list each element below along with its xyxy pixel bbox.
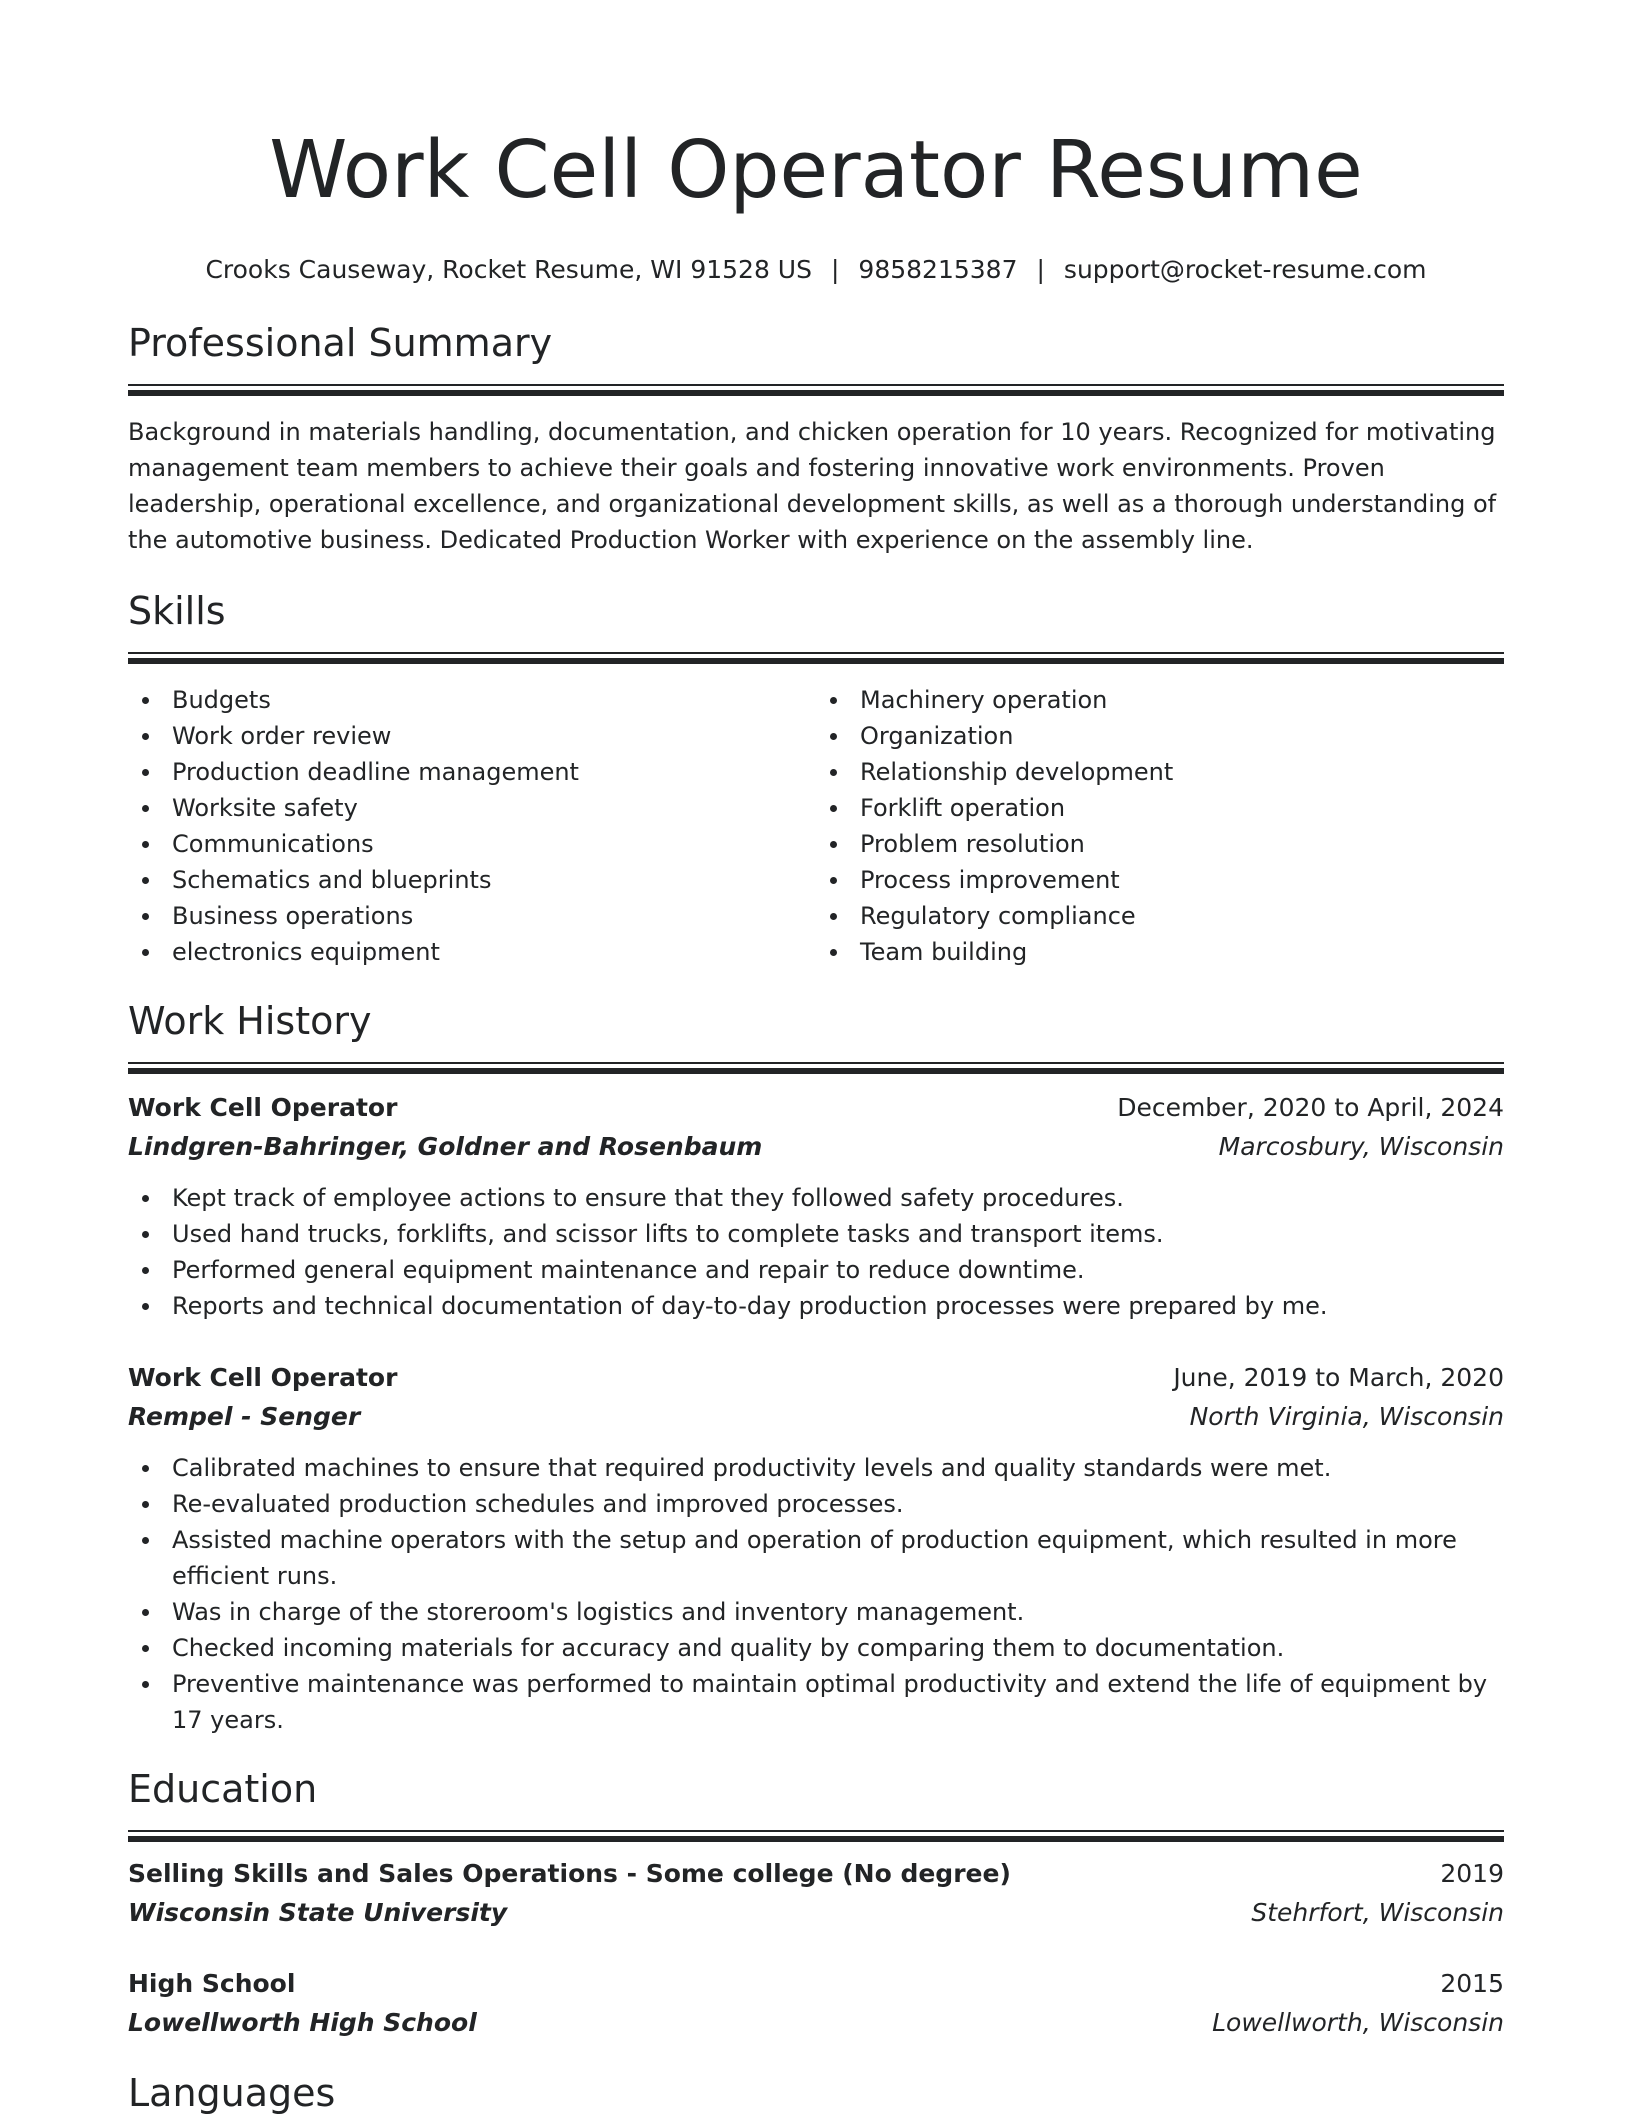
education-heading: Education xyxy=(128,1767,318,1811)
education-header-row xyxy=(128,1854,1504,1894)
skill-item: Organization xyxy=(816,718,1504,754)
education-school-row xyxy=(128,1894,1504,1932)
skill-item: Schematics and blueprints xyxy=(128,862,816,898)
education-entry xyxy=(128,1964,1504,2042)
skill-item: Production deadline management xyxy=(128,754,816,790)
skill-item: Relationship development xyxy=(816,754,1504,790)
job-entry xyxy=(128,1358,1504,1738)
job-bullet: Reports and technical documentation of day-to-day production processes were prepared by me. xyxy=(128,1288,1504,1324)
section-divider xyxy=(128,384,1504,396)
job-title: Work Cell Operator xyxy=(128,1363,398,1392)
job-bullet: Performed general equipment maintenance and repair to reduce downtime. xyxy=(128,1252,1504,1288)
skill-item: Machinery operation xyxy=(816,682,1504,718)
summary-heading: Professional Summary xyxy=(128,321,553,365)
job-title: Work Cell Operator xyxy=(128,1093,398,1122)
job-bullet: Re-evaluated production schedules and improved processes. xyxy=(128,1486,1504,1522)
skill-item: Worksite safety xyxy=(128,790,816,826)
education-year: 2019 xyxy=(1440,1859,1504,1888)
job-company-row xyxy=(128,1398,1504,1436)
contact-address: Crooks Causeway, Rocket Resume, WI 91528 US xyxy=(205,255,812,284)
skill-item: Forklift operation xyxy=(816,790,1504,826)
contact-line xyxy=(128,254,1504,286)
job-bullet: Assisted machine operators with the setup and operation of production equipment, which resulted in more efficient runs. xyxy=(128,1522,1504,1594)
languages-heading: Languages xyxy=(128,2071,336,2115)
languages-section xyxy=(128,2070,1504,2116)
skills-section xyxy=(128,588,1504,970)
job-bullet: Used hand trucks, forklifts, and scissor lifts to complete tasks and transport items. xyxy=(128,1216,1504,1252)
skills-list-right xyxy=(816,682,1504,970)
skill-item: Process improvement xyxy=(816,862,1504,898)
contact-separator: | xyxy=(830,255,840,284)
skill-item: electronics equipment xyxy=(128,934,816,970)
skill-item: Problem resolution xyxy=(816,826,1504,862)
skill-item: Communications xyxy=(128,826,816,862)
job-bullet: Kept track of employee actions to ensure that they followed safety procedures. xyxy=(128,1180,1504,1216)
work-history-heading: Work History xyxy=(128,999,372,1043)
section-divider xyxy=(128,1062,1504,1074)
job-bullet: Calibrated machines to ensure that required productivity levels and quality standards were met. xyxy=(128,1450,1504,1486)
education-school: Lowellworth High School xyxy=(128,2008,477,2037)
summary-section xyxy=(128,320,1504,558)
skill-item: Team building xyxy=(816,934,1504,970)
job-dates: June, 2019 to March, 2020 xyxy=(1173,1363,1504,1392)
skills-heading: Skills xyxy=(128,589,226,633)
education-school-row xyxy=(128,2004,1504,2042)
education-section xyxy=(128,1766,1504,2042)
contact-email: support@rocket-resume.com xyxy=(1063,255,1427,284)
work-history-section xyxy=(128,998,1504,1738)
job-bullet: Preventive maintenance was performed to maintain optimal productivity and extend the life of equipment by 17 years. xyxy=(128,1666,1504,1738)
section-divider xyxy=(128,1830,1504,1842)
skill-item: Budgets xyxy=(128,682,816,718)
skill-item: Regulatory compliance xyxy=(816,898,1504,934)
skill-item: Work order review xyxy=(128,718,816,754)
education-location: Stehrfort, Wisconsin xyxy=(1251,1898,1504,1927)
job-company: Lindgren-Bahringer, Goldner and Rosenbaum xyxy=(128,1132,763,1161)
education-year: 2015 xyxy=(1440,1969,1504,1998)
job-dates: December, 2020 to April, 2024 xyxy=(1117,1093,1504,1122)
skills-list-left xyxy=(128,682,816,970)
contact-phone: 9858215387 xyxy=(858,255,1018,284)
job-bullets xyxy=(128,1180,1504,1324)
job-bullet: Checked incoming materials for accuracy and quality by comparing them to documentation. xyxy=(128,1630,1504,1666)
job-entry xyxy=(128,1088,1504,1324)
education-entry xyxy=(128,1854,1504,1932)
summary-text: Background in materials handling, documentation, and chicken operation for 10 years. Recognized for motivating management team members to achieve their goals and fostering innovative work environments. Proven leadership, operational excellence, and organizational development skills, as well as a thorough understanding of the automotive business. Dedicated Production Worker with experience on the assembly line. xyxy=(128,418,1497,554)
job-bullets xyxy=(128,1450,1504,1738)
job-company-row xyxy=(128,1128,1504,1166)
job-bullet: Was in charge of the storeroom's logistics and inventory management. xyxy=(128,1594,1504,1630)
education-school: Wisconsin State University xyxy=(128,1898,508,1927)
section-divider xyxy=(128,652,1504,664)
education-degree: High School xyxy=(128,1969,296,1998)
job-location: Marcosbury, Wisconsin xyxy=(1218,1132,1504,1161)
job-location: North Virginia, Wisconsin xyxy=(1189,1402,1504,1431)
skills-grid xyxy=(128,682,1504,970)
contact-separator: | xyxy=(1036,255,1045,284)
skill-item: Business operations xyxy=(128,898,816,934)
job-header-row xyxy=(128,1088,1504,1128)
education-header-row xyxy=(128,1964,1504,2004)
education-degree: Selling Skills and Sales Operations - Some college (No degree) xyxy=(128,1859,1011,1888)
resume-title: Work Cell Operator Resume xyxy=(269,124,1363,216)
education-location: Lowellworth, Wisconsin xyxy=(1212,2008,1504,2037)
job-company: Rempel - Senger xyxy=(128,1402,361,1431)
job-header-row xyxy=(128,1358,1504,1398)
